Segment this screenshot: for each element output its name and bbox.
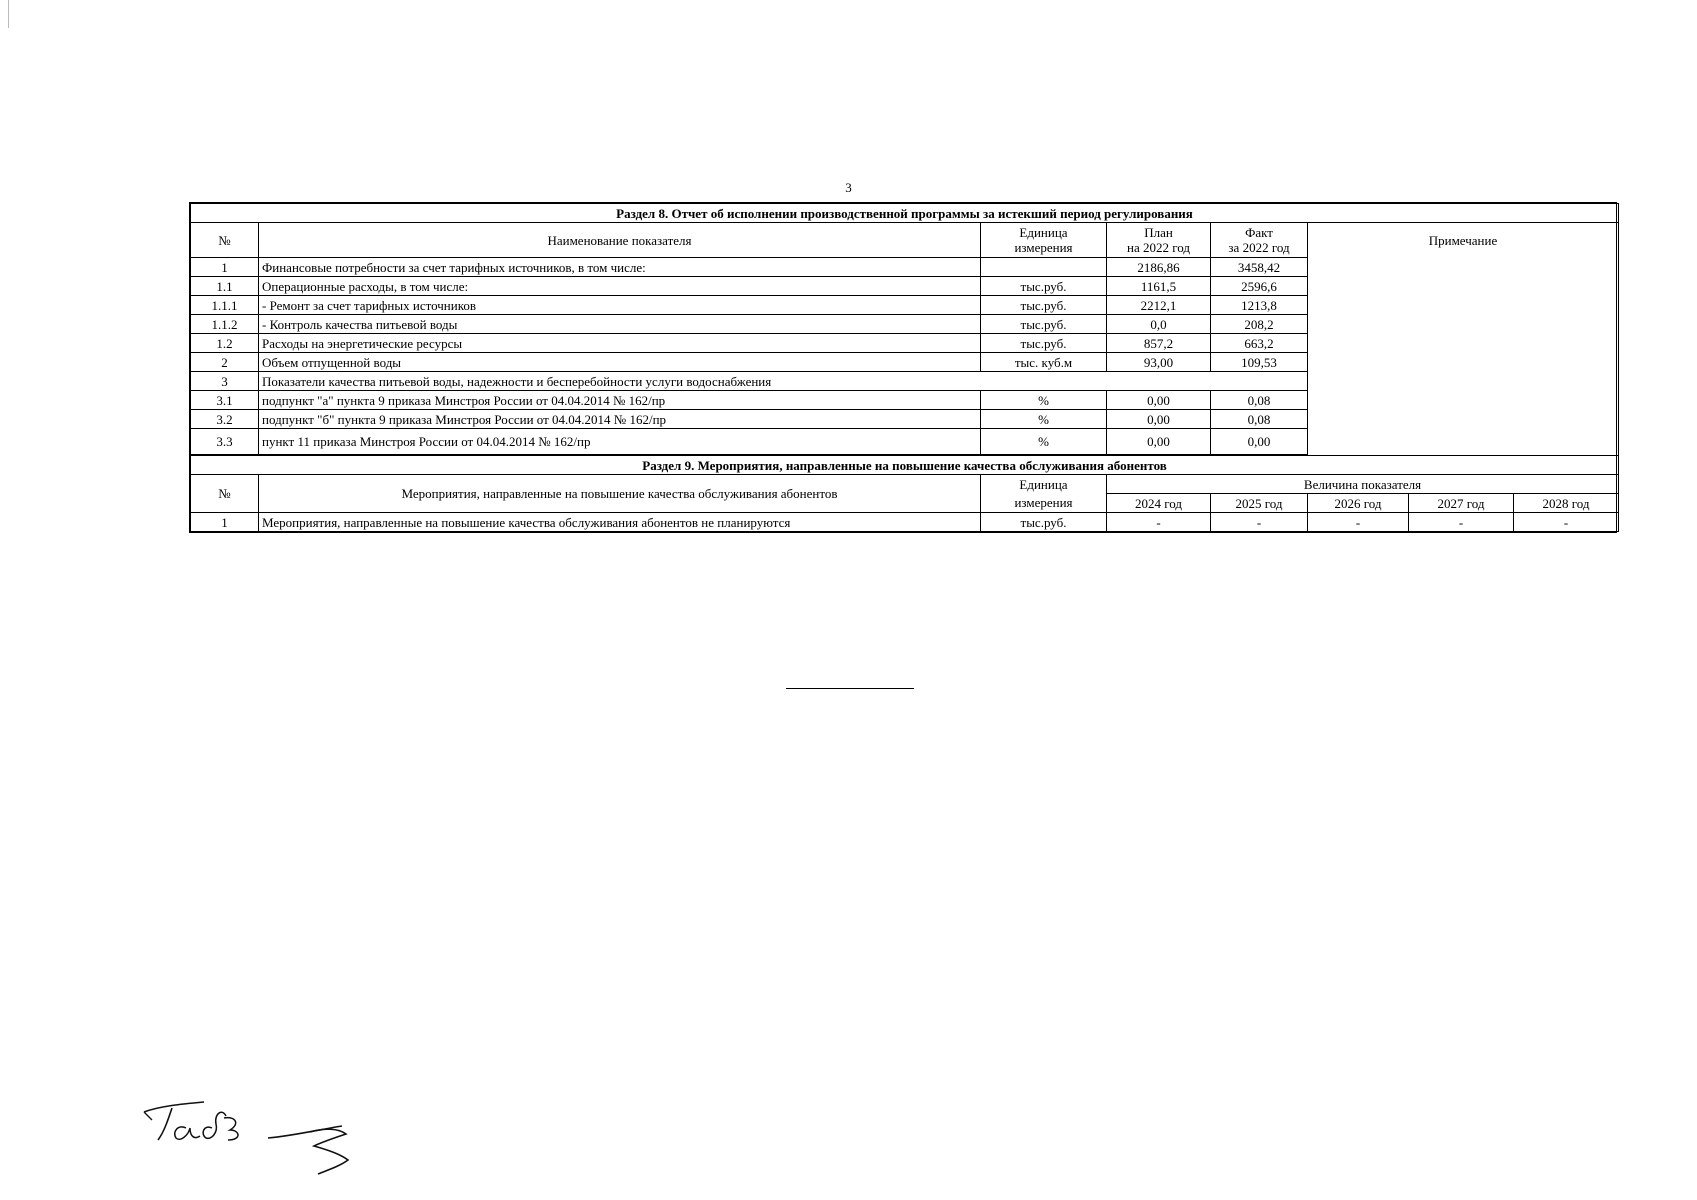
row-unit: тыс.руб. — [981, 334, 1107, 353]
row-num: 3.2 — [191, 410, 259, 429]
row-name: Мероприятия, направленные на повышение качества обслуживания абонентов не планируются — [259, 513, 981, 532]
row-num: 1 — [191, 258, 259, 277]
row-fact: 2596,6 — [1211, 277, 1308, 296]
section9-header-row — [191, 475, 1619, 494]
col-header-plan-line2: на 2022 год — [1127, 240, 1190, 255]
handwritten-signature — [142, 1098, 392, 1178]
col-header-unit-line2: измерения — [981, 494, 1107, 513]
row-plan: 1161,5 — [1107, 277, 1211, 296]
col-header-year: 2026 год — [1308, 494, 1409, 513]
row-plan: 0,00 — [1107, 429, 1211, 455]
row-fact: 1213,8 — [1211, 296, 1308, 315]
section8-table — [190, 203, 1619, 455]
row-fact: 109,53 — [1211, 353, 1308, 372]
col-header-year: 2028 год — [1514, 494, 1619, 513]
section8-header-row — [191, 223, 1619, 258]
col-header-name: Наименование показателя — [259, 223, 981, 258]
col-header-unit — [981, 223, 1107, 258]
row-name: подпункт "б" пункта 9 приказа Минстроя России от 04.04.2014 № 162/пр — [259, 410, 981, 429]
row-name: Показатели качества питьевой воды, надежности и бесперебойности услуги водоснабжения — [259, 372, 1308, 391]
col-header-plan — [1107, 223, 1211, 258]
col-header-unit-line1: Единица — [981, 475, 1107, 494]
col-header-year: 2027 год — [1409, 494, 1514, 513]
row-name: Расходы на энергетические ресурсы — [259, 334, 981, 353]
row-num: 1.1.2 — [191, 315, 259, 334]
row-plan: 0,00 — [1107, 410, 1211, 429]
col-header-num: № — [191, 223, 259, 258]
row-unit: тыс.руб. — [981, 296, 1107, 315]
row-num: 3.3 — [191, 429, 259, 455]
row-fact: 0,08 — [1211, 391, 1308, 410]
row-value: - — [1514, 513, 1619, 532]
col-header-year: 2025 год — [1211, 494, 1308, 513]
row-plan: 2186,86 — [1107, 258, 1211, 277]
row-num: 3.1 — [191, 391, 259, 410]
col-header-unit-line1: Единица — [1019, 225, 1068, 240]
row-fact: 3458,42 — [1211, 258, 1308, 277]
row-name: Операционные расходы, в том числе: — [259, 277, 981, 296]
col-header-unit-line2: измерения — [1014, 240, 1073, 255]
row-plan: 0,00 — [1107, 391, 1211, 410]
col-header-note: Примечание — [1308, 223, 1619, 258]
row-fact: 0,00 — [1211, 429, 1308, 455]
col-header-num: № — [191, 475, 259, 513]
row-name: Объем отпущенной воды — [259, 353, 981, 372]
col-header-name: Мероприятия, направленные на повышение качества обслуживания абонентов — [259, 475, 981, 513]
row-name: - Ремонт за счет тарифных источников — [259, 296, 981, 315]
col-header-plan-line1: План — [1144, 225, 1173, 240]
row-unit: % — [981, 429, 1107, 455]
note-blank-cell — [1308, 258, 1619, 455]
row-unit: тыс.руб. — [981, 315, 1107, 334]
col-header-fact — [1211, 223, 1308, 258]
row-num: 2 — [191, 353, 259, 372]
report-sheet — [189, 202, 1617, 533]
row-value: - — [1107, 513, 1211, 532]
table-row — [191, 513, 1619, 532]
section9-title: Раздел 9. Мероприятия, направленные на повышение качества обслуживания абонентов — [191, 456, 1619, 475]
row-unit — [981, 258, 1107, 277]
section8-title: Раздел 8. Отчет об исполнении производственной программы за истекший период регулирования — [191, 204, 1619, 223]
scan-edge-mark — [8, 0, 11, 28]
section9-table — [190, 455, 1619, 532]
row-value: - — [1211, 513, 1308, 532]
row-name: - Контроль качества питьевой воды — [259, 315, 981, 334]
row-fact: 0,08 — [1211, 410, 1308, 429]
row-unit: % — [981, 391, 1107, 410]
row-fact: 663,2 — [1211, 334, 1308, 353]
row-name: Финансовые потребности за счет тарифных источников, в том числе: — [259, 258, 981, 277]
col-header-value-group: Величина показателя — [1107, 475, 1619, 494]
col-header-fact-line1: Факт — [1245, 225, 1273, 240]
row-num: 3 — [191, 372, 259, 391]
separator-line — [786, 688, 914, 689]
row-plan: 93,00 — [1107, 353, 1211, 372]
row-num: 1.1 — [191, 277, 259, 296]
row-unit: % — [981, 410, 1107, 429]
row-plan: 0,0 — [1107, 315, 1211, 334]
row-name: подпункт "а" пункта 9 приказа Минстроя России от 04.04.2014 № 162/пр — [259, 391, 981, 410]
row-plan: 857,2 — [1107, 334, 1211, 353]
row-num: 1 — [191, 513, 259, 532]
col-header-fact-line2: за 2022 год — [1228, 240, 1290, 255]
row-plan: 2212,1 — [1107, 296, 1211, 315]
row-fact: 208,2 — [1211, 315, 1308, 334]
row-unit: тыс.руб. — [981, 277, 1107, 296]
page-number: 3 — [845, 180, 852, 195]
row-unit: тыс.руб. — [981, 513, 1107, 532]
col-header-year: 2024 год — [1107, 494, 1211, 513]
row-value: - — [1409, 513, 1514, 532]
row-num: 1.2 — [191, 334, 259, 353]
row-unit: тыс. куб.м — [981, 353, 1107, 372]
row-name: пункт 11 приказа Минстроя России от 04.04.2014 № 162/пр — [259, 429, 981, 455]
row-num: 1.1.1 — [191, 296, 259, 315]
table-row — [191, 258, 1619, 277]
row-value: - — [1308, 513, 1409, 532]
